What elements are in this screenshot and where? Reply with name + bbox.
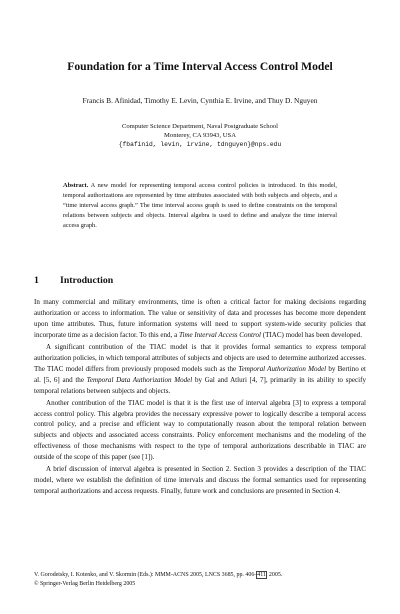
- paragraph-text: by Gal and Atluri [4, 7], primarily in its ability to specify temporal relations between subjects and objects.: [34, 375, 366, 395]
- author-emails: {fbafinid, levin, irvine, tdnguyen}@nps.edu: [118, 141, 282, 148]
- paragraph-text: In many commercial and military environments, time is often a critical factor for making decisions regarding authorization or access to information. The value or sensitivity of data and processes has become more dependent upon time attributes. Thus, future information systems will need to support system-wide security policies that incorporate time as a decision factor. To this end, a: [34, 298, 366, 339]
- paragraph-3: Another contribution of the TIAC model is that it is the first use of interval algebra [3] to express a temporal access control policy. This algebra provides the necessary expressive power to logically describe a temporal access control policy, and a precise and efficient way to computationally reason about the temporal relation between subjects and objects and associated access constraints. Policy enforcement mechanisms and the modeling of the effectiveness of those mechanisms with respect to the type of temporal authorizations describable in TIAC are outside of the scope of this paper (see [1]).: [34, 398, 366, 462]
- section-body: [34, 297, 366, 498]
- emphasis-text: Temporal Data Authorization Model: [86, 375, 193, 384]
- section-title: Introduction: [60, 275, 114, 286]
- section-number: 1: [34, 275, 39, 286]
- paragraph-text: A significant contribution of the TIAC model is that it provides formal semantics to express temporal authorization policies, in which temporal attributes of subjects and objects are used to determine authorized accesses. The TIAC model differs from previously proposed models such as the: [34, 342, 366, 373]
- section-heading: [34, 275, 113, 286]
- emphasis-text: Time Interval Access Control: [178, 330, 261, 339]
- copyright-line: © Springer-Verlag Berlin Heidelberg 2005: [34, 580, 136, 587]
- paragraph-text: by Bertino et al. [5, 6] and the: [34, 364, 366, 384]
- citation-text: V. Gorodetsky, I. Kotenko, and V. Skormin (Eds.): MMM-ACNS 2005, LNCS 3685, pp. 406–: [34, 572, 258, 578]
- citation-footer: [34, 571, 374, 589]
- abstract-text: A new model for representing temporal access control policies is introduced. In this model, temporal authorizations are represented by time attributes associated with both subjects and objects, and a “time interval access graph.” The time interval access graph is used to define constraints on the temporal relations between subjects and objects. Interval algebra is used to define and analyze the time interval access graph.: [63, 182, 337, 229]
- author-list: Francis B. Afinidad, Timothy E. Levin, Cynthia E. Irvine, and Thuy D. Nguyen: [82, 96, 318, 105]
- affiliation-city: Monterey, CA 93943, USA: [164, 132, 236, 139]
- paragraph-2: [34, 342, 366, 397]
- paragraph-text: (TIAC) model has been developed.: [260, 330, 362, 339]
- emphasis-text: Temporal Authorization Model: [238, 364, 327, 373]
- affiliation-dept: Computer Science Department, Naval Postgraduate School: [121, 123, 278, 130]
- citation-line: [34, 571, 374, 580]
- citation-text: , 2005.: [265, 572, 283, 578]
- paragraph-4: A brief discussion of interval algebra is presented in Section 2. Section 3 provides a description of the TIAC model, where we establish the definition of time intervals and discuss the formal semantics used for representing temporal authorizations and access requests. Finally, future work and conclusions are presented in Section 4.: [34, 465, 366, 496]
- page-range-link[interactable]: 411: [257, 572, 266, 578]
- paper-title: Foundation for a Time Interval Access Control Model: [67, 60, 333, 73]
- affiliation: [20, 122, 380, 149]
- paragraph-1: [34, 297, 366, 341]
- abstract: [63, 181, 337, 231]
- abstract-label: Abstract.: [63, 182, 89, 189]
